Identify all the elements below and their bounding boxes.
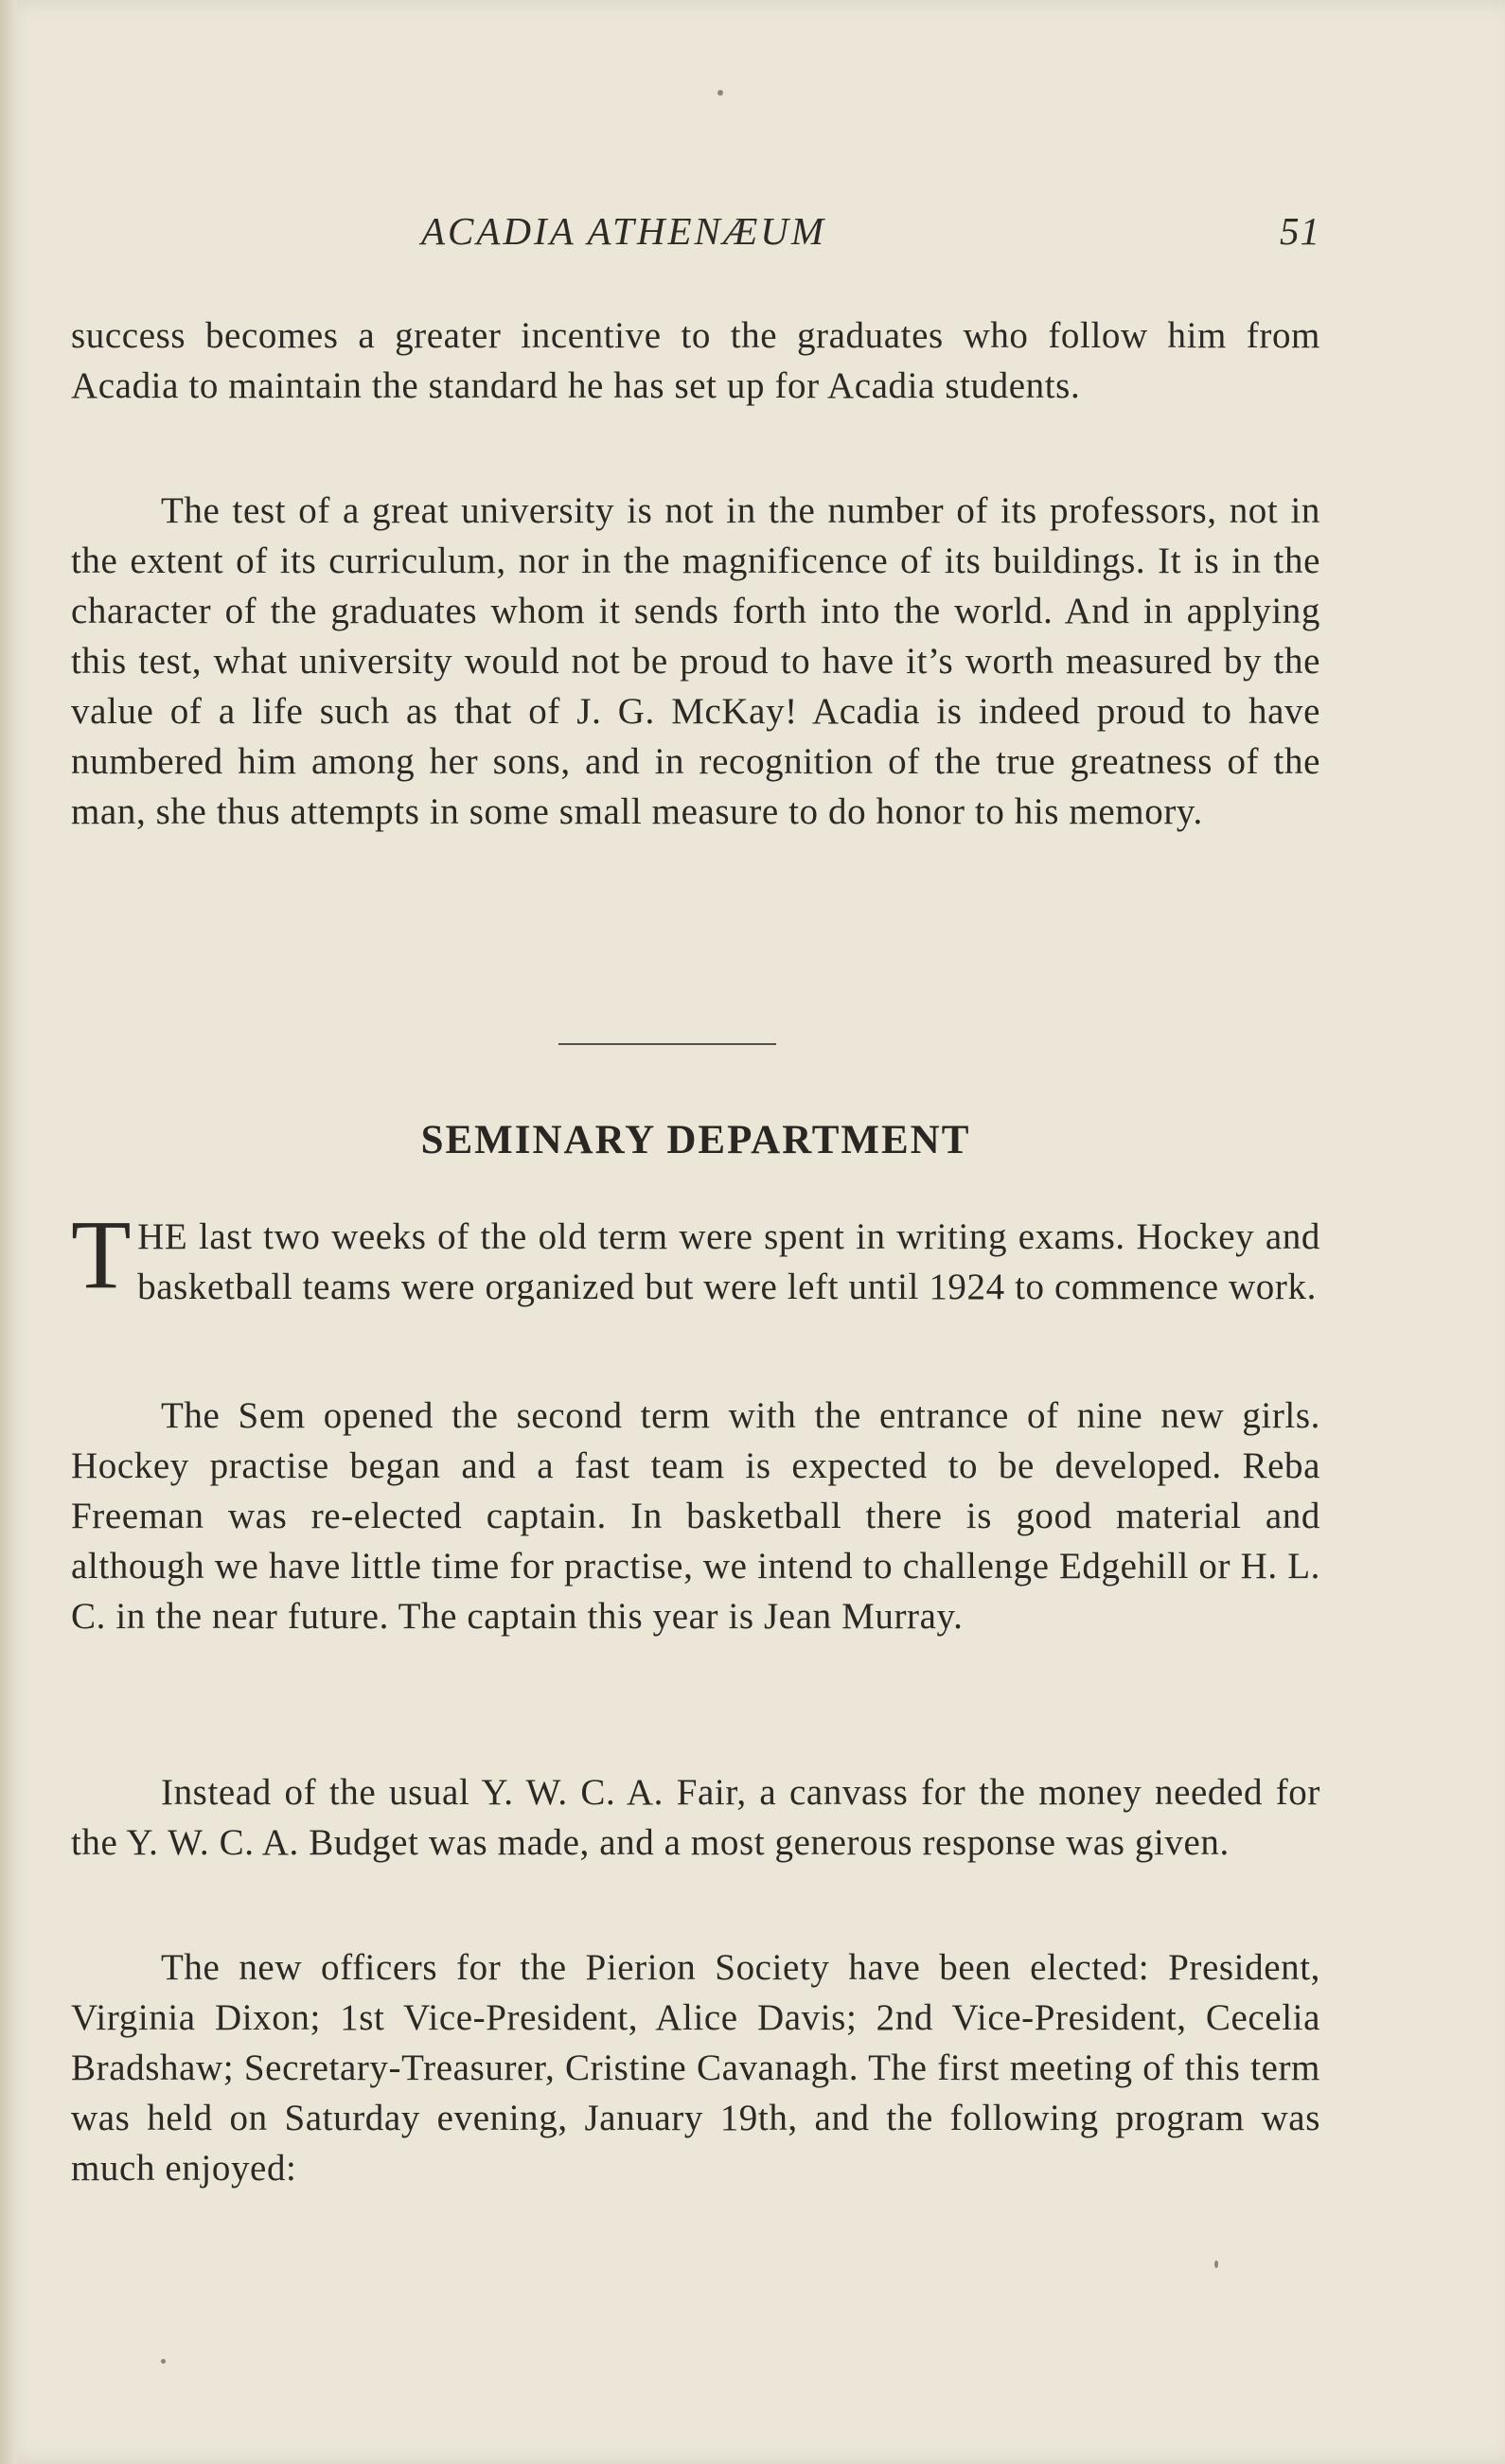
seminary-intro-paragraph <box>71 1200 1320 1312</box>
running-head <box>71 208 1320 265</box>
second-term-paragraph: The Sem opened the second term with the entrance of nine new girls. Hockey practise began and a fast team is expected to be developed. Reba Freeman was re-elected captain. In basketball there is good material and although we have little time for practise, we intend to challenge Edgehill or H. L. C. in the near future. The captain this year is Jean Murray. <box>71 1395 1320 1637</box>
paper-speck <box>1214 2260 1218 2268</box>
drop-cap: T <box>71 1200 133 1309</box>
journal-title: ACADIA ATHENÆUM <box>421 209 827 253</box>
pierion-society-paragraph: The new officers for the Pierion Society have been elected: President, Virginia Dixon; 1st Vice-President, Alice Davis; 2nd Vice-President, Cecelia Bradshaw; Secretary-Treasurer, Cristine Cavanagh. The first meeting of this term was held on Saturday evening, January 19th, and the following program was much enjoyed: <box>71 1947 1320 2189</box>
intro-text: HE last two weeks of the old term were spent in writing exams. Hockey and basketball teams were organized but were left until 1924 to commence work. <box>137 1216 1320 1307</box>
section-divider <box>558 1043 776 1045</box>
paper-speck <box>717 90 723 96</box>
binding-gutter <box>0 0 17 2464</box>
section-heading: SEMINARY DEPARTMENT <box>420 1118 971 1162</box>
mckay-tribute-paragraph: The test of a great university is not in the number of its professors, not in the extent of its curriculum, nor in the magnificence of its buildings. It is in the character of the graduates whom it sends forth into the world. And in applying this test, what university would not be proud to have it’s worth measured by the value of a life such as that of J. G. McKay! Acadia is indeed proud to have numbered him among her sons, and in recognition of the true greatness of the man, she thus attempts in some small measure to do honor to his memory. <box>71 490 1320 832</box>
paper-speck <box>161 2359 166 2364</box>
page-number: 51 <box>1280 209 1320 253</box>
ywca-paragraph: Instead of the usual Y. W. C. A. Fair, a canvass for the money needed for the Y. W. C. A. Budget was made, and a most generous response was given. <box>71 1772 1320 1863</box>
continued-paragraph: success becomes a greater incentive to the graduates who follow him from Acadia to maintain the standard he has set up for Acadia students. <box>71 315 1320 406</box>
